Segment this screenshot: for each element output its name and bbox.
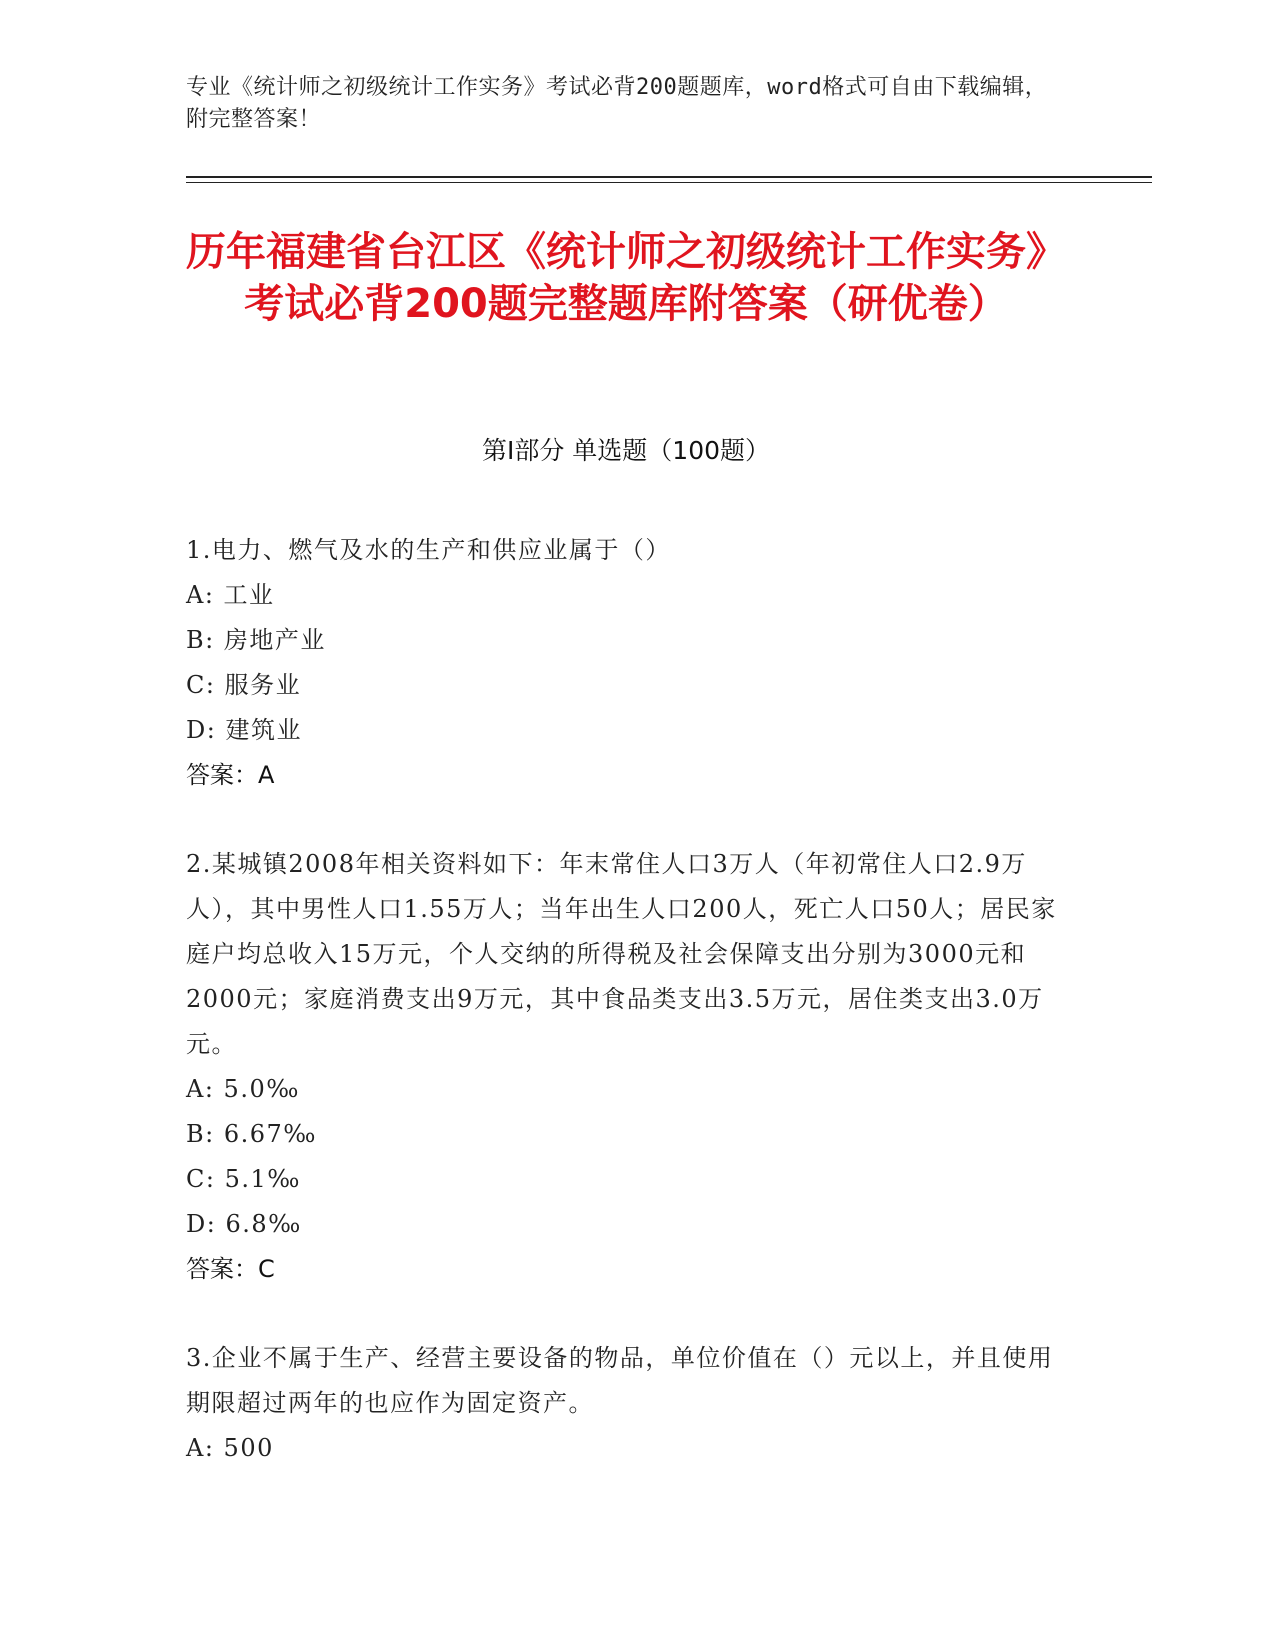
document-title: 历年福建省台江区《统计师之初级统计工作实务》考试必背200题完整题库附答案（研优卷） — [186, 229, 1066, 327]
question-text: 1.电力、燃气及水的生产和供应业属于（） — [186, 536, 671, 564]
header-note: 专业《统计师之初级统计工作实务》考试必背200题题库，word格式可自由下载编辑，附完整答案！ — [186, 75, 1048, 132]
option-d: D: 6.8‰ — [186, 1210, 302, 1238]
question-text: 3.企业不属于生产、经营主要设备的物品，单位价值在（）元以上，并且使用期限超过两年的也应作为固定资产。 — [186, 1344, 1054, 1417]
header-divider-thick — [186, 176, 1152, 178]
question-2 — [186, 842, 1066, 1292]
answer: 答案：A — [186, 761, 275, 789]
question-list — [186, 528, 1066, 1515]
question-1 — [186, 528, 1066, 798]
option-d: D: 建筑业 — [186, 716, 302, 744]
option-a: A: 500 — [186, 1434, 274, 1462]
question-3 — [186, 1336, 1066, 1471]
option-b: B: 房地产业 — [186, 626, 326, 654]
header-divider-thin — [186, 182, 1152, 183]
option-c: C: 服务业 — [186, 671, 302, 699]
section-title: 第Ⅰ部分 单选题（100题） — [481, 436, 771, 465]
option-a: A: 5.0‰ — [186, 1075, 300, 1103]
question-text: 2.某城镇2008年相关资料如下：年末常住人口3万人（年初常住人口2.9万人），其中男性人口1.55万人；当年出生人口200人，死亡人口50人；居民家庭户均总收入15万元，个人交纳的所得税及社会保障支出分别为3000元和2000元；家庭消费支出9万元，其中食品类支出3.5万元，居住类支出3.0万元。 — [186, 850, 1057, 1058]
option-a: A: 工业 — [186, 581, 275, 609]
answer: 答案：C — [186, 1255, 275, 1283]
option-c: C: 5.1‰ — [186, 1165, 301, 1193]
option-b: B: 6.67‰ — [186, 1120, 317, 1148]
